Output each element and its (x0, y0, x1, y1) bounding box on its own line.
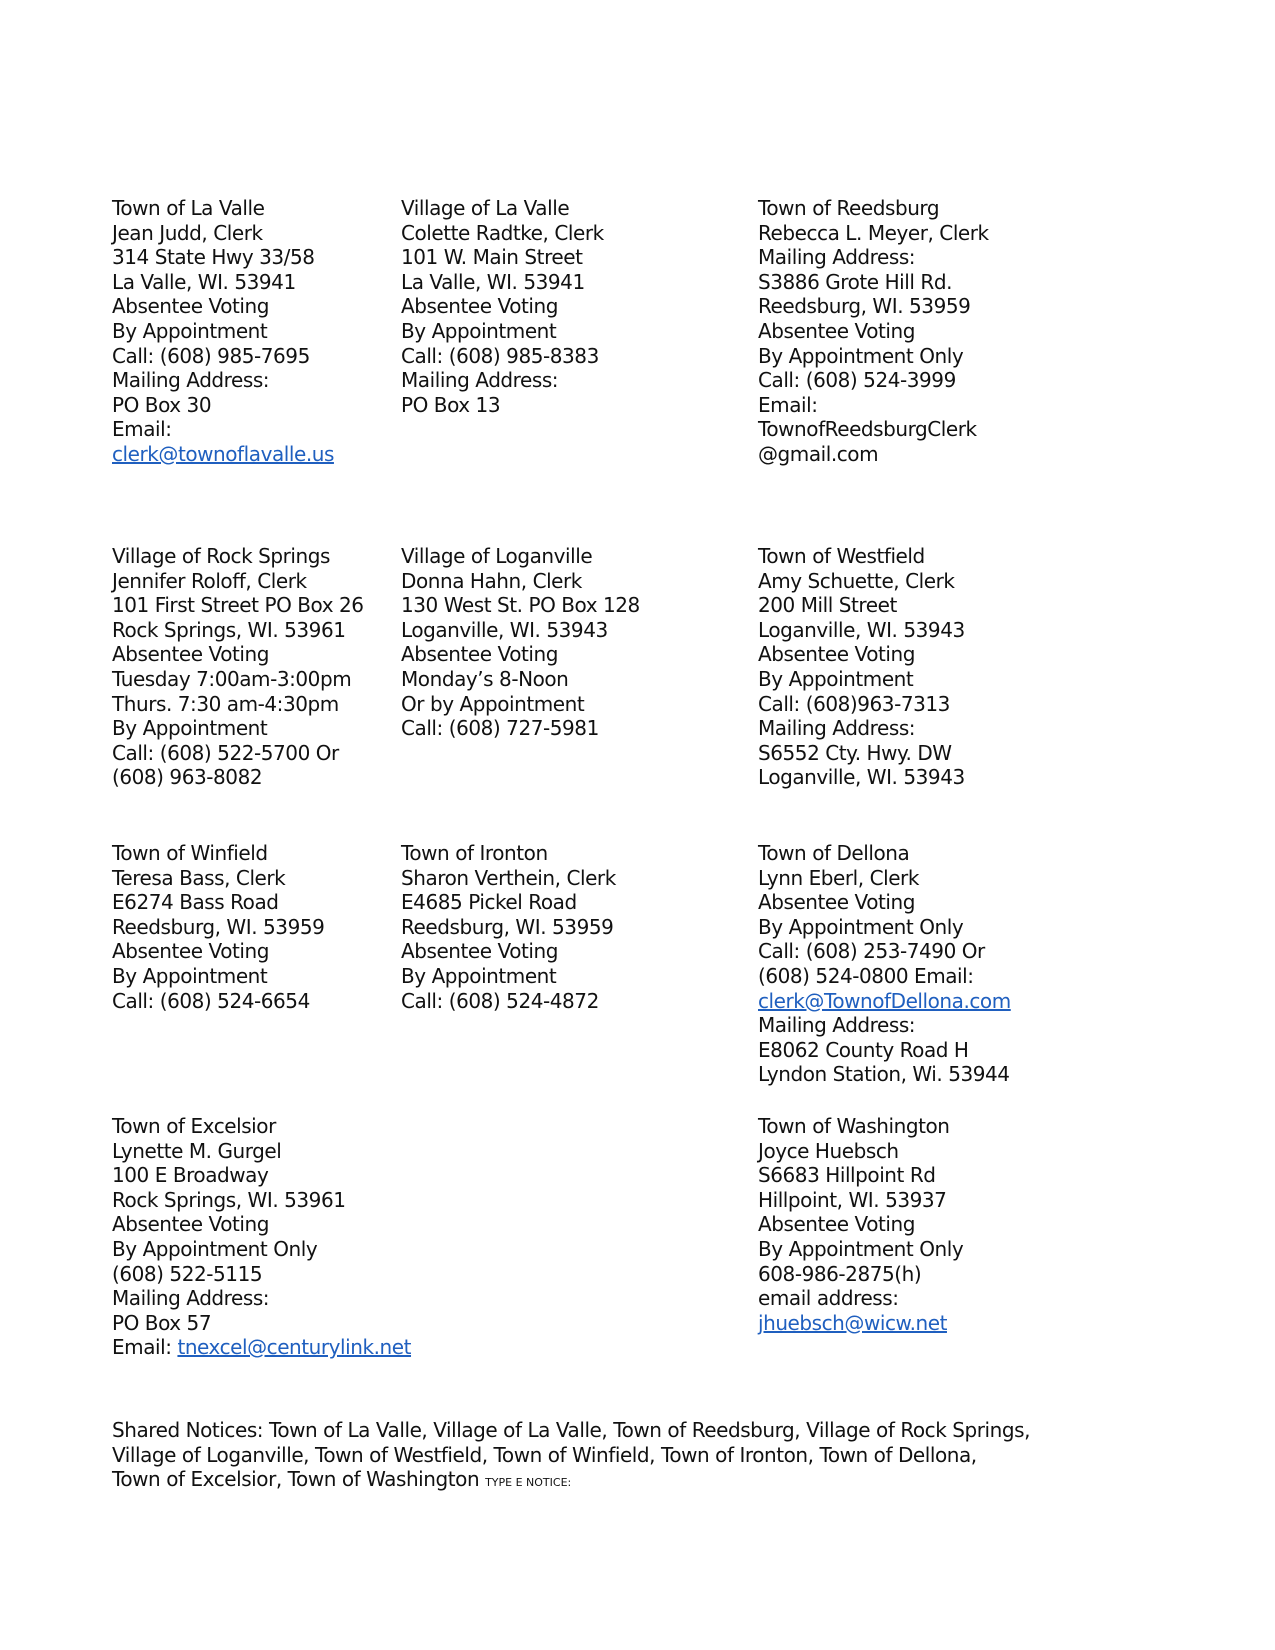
email-label: Email: (112, 1335, 178, 1360)
email-link[interactable]: tnexcel@centurylink.net (177, 1335, 412, 1360)
entry-town-of-washington (758, 1114, 963, 1335)
entry-line: TownofReedsburgClerk (758, 417, 977, 442)
entry-line: Town of Excelsior (112, 1114, 276, 1138)
entry-line: Lynette M. Gurgel (112, 1138, 282, 1163)
entry-line: E6274 Bass Road (112, 890, 279, 915)
entry-line: Reedsburg, WI. 53959 (758, 294, 971, 319)
entry-line: Rock Springs, WI. 53961 (112, 1187, 346, 1212)
entry-line: Lynn Eberl, Clerk (758, 865, 919, 890)
entry-line: Town of Westfield (758, 544, 925, 568)
entry-line: Village of Rock Springs (112, 544, 330, 568)
entry-line: Mailing Address: (112, 368, 270, 393)
entry-line: Mailing Address: (758, 1013, 916, 1038)
entry-line: Town of La Valle (112, 196, 265, 220)
entry-line: S6552 Cty. Hwy. DW (758, 740, 952, 765)
entry-line: Mailing Address: (758, 716, 916, 741)
entry-line: By Appointment Only (758, 914, 964, 939)
entry-line: Absentee Voting (758, 318, 915, 343)
entry-line: Lyndon Station, Wi. 53944 (758, 1062, 1010, 1087)
entry-line: Colette Radtke, Clerk (401, 220, 604, 245)
notice-type-label: TYPE E NOTICE: (485, 1476, 572, 1490)
notice-line-3-text: Town of Excelsior, Town of Washington (112, 1467, 486, 1492)
entry-line: Reedsburg, WI. 53959 (401, 914, 614, 939)
entry-line: 314 State Hwy 33/58 (112, 245, 315, 270)
entry-line: By Appointment (401, 963, 557, 988)
notice-line-3 (112, 1467, 1192, 1496)
entry-line: Rock Springs, WI. 53961 (112, 617, 346, 642)
entry-line: Mailing Address: (112, 1286, 270, 1311)
entry-village-of-loganville (401, 544, 640, 741)
entry-line: La Valle, WI. 53941 (112, 269, 296, 294)
entry-line: E4685 Pickel Road (401, 890, 577, 915)
entry-line: Call: (608) 524-6654 (112, 988, 310, 1013)
entry-line: Village of Loganville (401, 544, 593, 568)
entry-line: Monday’s 8-Noon (401, 666, 569, 691)
entry-line: Absentee Voting (758, 1212, 915, 1237)
entry-line: Email: (758, 392, 818, 417)
entry-line: 101 W. Main Street (401, 245, 583, 270)
entry-line: Absentee Voting (112, 642, 269, 667)
entry-line: Call: (608) 727-5981 (401, 716, 599, 741)
entry-line: Call: (608) 985-8383 (401, 343, 599, 368)
entry-line: Town of Reedsburg (758, 196, 940, 220)
email-link[interactable]: jhuebsch@wicw.net (758, 1310, 947, 1335)
entry-line: email address: (758, 1286, 899, 1311)
entry-line: Loganville, WI. 53943 (401, 617, 608, 642)
email-line (112, 1335, 411, 1360)
entry-line: Village of La Valle (401, 196, 570, 220)
entry-line: Donna Hahn, Clerk (401, 568, 582, 593)
entry-line: Hillpoint, WI. 53937 (758, 1187, 947, 1212)
entry-line: Absentee Voting (112, 294, 269, 319)
entry-line: Or by Appointment (401, 691, 585, 716)
entry-line: Tuesday 7:00am-3:00pm (112, 666, 352, 691)
entry-line: (608) 963-8082 (112, 765, 263, 790)
entry-line: Call: (608) 522-5700 Or (112, 740, 339, 765)
email-line (758, 989, 1011, 1014)
entry-line: Reedsburg, WI. 53959 (112, 914, 325, 939)
entry-line: S3886 Grote Hill Rd. (758, 269, 952, 294)
entry-line: Thurs. 7:30 am-4:30pm (112, 691, 339, 716)
entry-line: By Appointment (112, 318, 268, 343)
entry-line: Town of Ironton (401, 841, 548, 865)
entry-line: Call: (608) 985-7695 (112, 343, 310, 368)
entry-line: Rebecca L. Meyer, Clerk (758, 220, 989, 245)
entry-town-of-la-valle (112, 196, 334, 467)
entry-line: Call: (608) 524-3999 (758, 368, 956, 393)
entry-town-of-reedsburg (758, 196, 989, 467)
entry-line: Loganville, WI. 53943 (758, 617, 965, 642)
entry-town-of-westfield (758, 544, 965, 790)
entry-line: Mailing Address: (758, 245, 916, 270)
entry-line: Call: (608) 524-4872 (401, 988, 599, 1013)
entry-line: 130 West St. PO Box 128 (401, 593, 640, 618)
entry-line: Mailing Address: (401, 368, 559, 393)
shared-notices (112, 1418, 1192, 1496)
entry-line: PO Box 57 (112, 1310, 212, 1335)
email-link[interactable]: clerk@townoflavalle.us (112, 441, 334, 466)
entry-line: Jennifer Roloff, Clerk (112, 568, 307, 593)
entry-town-of-excelsior (112, 1114, 411, 1360)
entry-line: By Appointment (758, 666, 914, 691)
entry-line: By Appointment Only (758, 1236, 964, 1261)
entry-line: Absentee Voting (758, 890, 915, 915)
entry-line: Teresa Bass, Clerk (112, 865, 286, 890)
entry-town-of-ironton (401, 841, 616, 1013)
notice-line-2: Village of Loganville, Town of Westfield, Town of Winfield, Town of Ironton, Town of Dellona, (112, 1442, 977, 1467)
entry-line: 608-986-2875(h) (758, 1261, 922, 1286)
entry-line: Absentee Voting (401, 939, 558, 964)
entry-line: Absentee Voting (401, 642, 558, 667)
entry-line: Sharon Verthein, Clerk (401, 865, 616, 890)
entry-line: Joyce Huebsch (758, 1138, 899, 1163)
entry-line: Call: (608)963-7313 (758, 691, 950, 716)
entry-line: By Appointment (401, 318, 557, 343)
entry-line: By Appointment (112, 963, 268, 988)
entry-line: PO Box 13 (401, 392, 501, 417)
entry-line: Absentee Voting (401, 294, 558, 319)
email-line (112, 442, 334, 467)
entry-line: Absentee Voting (112, 939, 269, 964)
entry-town-of-dellona (758, 841, 1011, 1087)
entry-line: By Appointment (112, 716, 268, 741)
entry-line: Jean Judd, Clerk (112, 220, 263, 245)
entry-line: La Valle, WI. 53941 (401, 269, 585, 294)
entry-line: By Appointment Only (112, 1236, 318, 1261)
email-link[interactable]: clerk@TownofDellona.com (758, 988, 1011, 1013)
entry-village-of-rock-springs (112, 544, 364, 790)
entry-line: Amy Schuette, Clerk (758, 568, 955, 593)
entry-line: @gmail.com (758, 441, 879, 466)
notice-line-1: Shared Notices: Town of La Valle, Village of La Valle, Town of Reedsburg, Village of Rock Springs, (112, 1418, 1030, 1442)
entry-line: Absentee Voting (758, 642, 915, 667)
entry-line: PO Box 30 (112, 392, 212, 417)
entry-line: Town of Winfield (112, 841, 268, 865)
entry-line: E8062 County Road H (758, 1037, 969, 1062)
entry-line: Town of Dellona (758, 841, 910, 865)
entry-line: Call: (608) 253-7490 Or (758, 939, 985, 964)
entry-line: Town of Washington (758, 1114, 950, 1138)
entry-line: (608) 524-0800 Email: (758, 963, 974, 988)
entry-line: Loganville, WI. 53943 (758, 765, 965, 790)
entry-town-of-winfield (112, 841, 324, 1013)
entry-line: Absentee Voting (112, 1212, 269, 1237)
entry-line: 101 First Street PO Box 26 (112, 593, 364, 618)
entry-line: 100 E Broadway (112, 1163, 269, 1188)
entry-line: S6683 Hillpoint Rd (758, 1163, 936, 1188)
entry-line: 200 Mill Street (758, 593, 897, 618)
entry-line: By Appointment Only (758, 343, 964, 368)
entry-line: Email: (112, 417, 172, 442)
email-line (758, 1311, 963, 1336)
entry-line: (608) 522-5115 (112, 1261, 263, 1286)
entry-village-of-la-valle (401, 196, 604, 417)
